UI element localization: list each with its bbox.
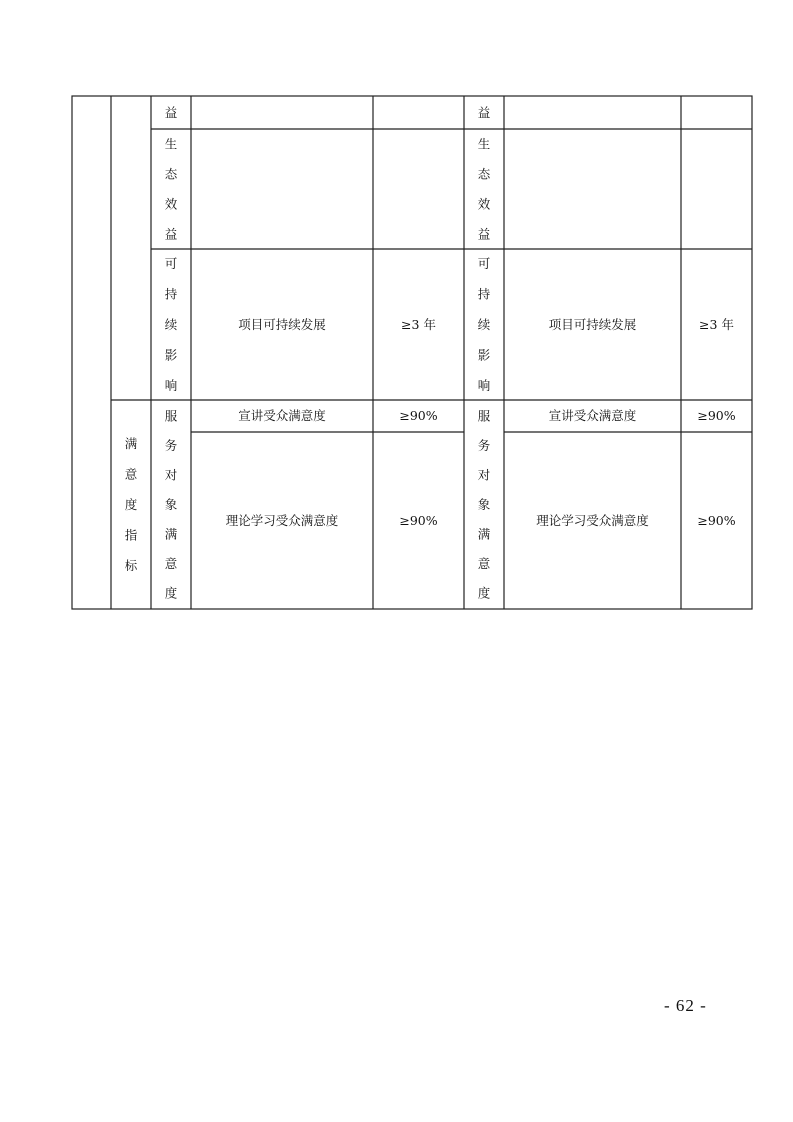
left-content-service-2: 理论学习受众满意度: [225, 513, 339, 528]
left-content-sustainable: 项目可持续发展: [238, 317, 326, 332]
left-indicator-sustainable: 可持续影响: [164, 256, 178, 393]
left-indicator-benefit-tail: 益: [164, 105, 178, 120]
right-content-sustainable: 项目可持续发展: [548, 317, 637, 332]
page-number: - 62 -: [664, 996, 707, 1015]
satisfaction-category-label: 满意度指标: [124, 436, 138, 573]
right-indicator-ecological: 生态效益: [477, 136, 491, 242]
right-value-service-2: ≥90%: [697, 513, 736, 528]
left-indicator-ecological: 生态效益: [164, 136, 178, 242]
left-value-service-1: ≥90%: [399, 408, 438, 423]
left-content-service-1: 宣讲受众满意度: [238, 408, 326, 423]
right-value-sustainable: ≥3 年: [699, 317, 734, 332]
left-value-service-2: ≥90%: [399, 513, 438, 528]
right-indicator-sustainable: 可持续影响: [477, 256, 491, 393]
right-value-service-1: ≥90%: [697, 408, 736, 423]
left-value-sustainable: ≥3 年: [401, 317, 436, 332]
right-indicator-benefit-tail: 益: [477, 105, 491, 120]
right-content-service-1: 宣讲受众满意度: [548, 408, 637, 423]
left-indicator-service: 服务对象满意度: [164, 408, 178, 601]
right-content-service-2: 理论学习受众满意度: [536, 513, 649, 528]
right-indicator-service: 服务对象满意度: [477, 408, 491, 601]
